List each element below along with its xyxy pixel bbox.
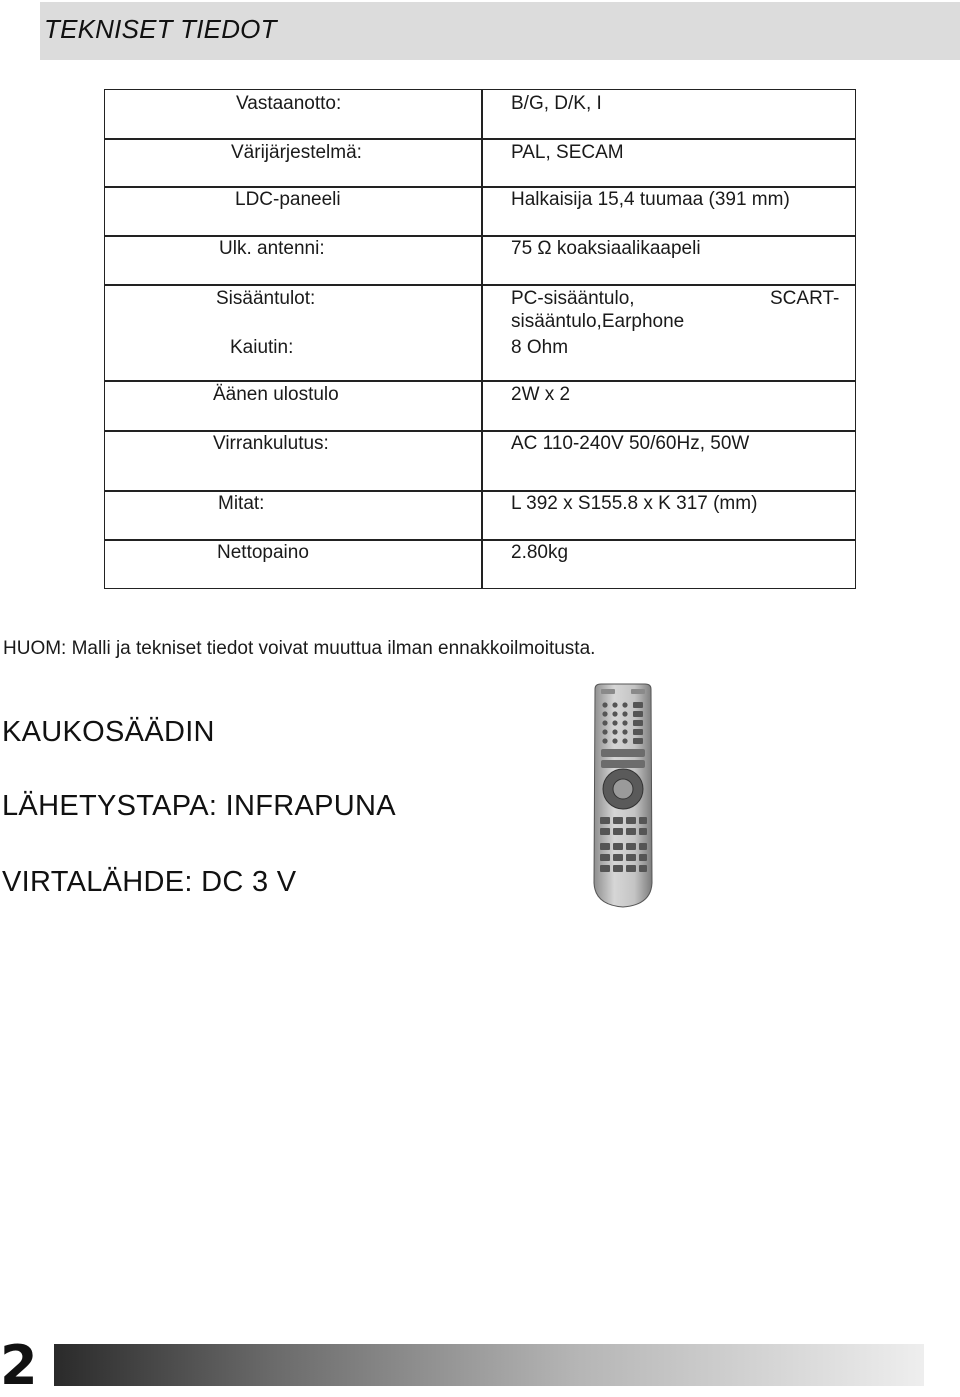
spec-value: L 392 x S155.8 x K 317 (mm) xyxy=(511,493,758,514)
footer-gradient-bar xyxy=(54,1344,924,1386)
remote-heading: KAUKOSÄÄDIN xyxy=(2,716,215,748)
spec-value: 75 Ω koaksiaalikaapeli xyxy=(511,238,701,259)
page-title: TEKNISET TIEDOT xyxy=(44,14,277,44)
column-divider xyxy=(481,90,483,588)
spec-label: Ulk. antenni: xyxy=(219,238,325,259)
row-divider xyxy=(105,380,855,382)
spec-label: Virrankulutus: xyxy=(213,433,329,454)
power-source: VIRTALÄHDE: DC 3 V xyxy=(2,866,297,898)
disclaimer-note: HUOM: Malli ja tekniset tiedot voivat muuttua ilman ennakkoilmoitusta. xyxy=(3,638,596,659)
spec-value: 8 Ohm xyxy=(511,337,569,358)
page-number: 2 xyxy=(0,1334,38,1397)
spec-label: Mitat: xyxy=(218,493,265,514)
spec-value: PC-sisääntulo, xyxy=(511,288,635,309)
spec-value: SCART- xyxy=(770,288,840,309)
spec-table xyxy=(104,89,856,589)
spec-label: Värijärjestelmä: xyxy=(231,142,362,163)
row-divider xyxy=(105,138,855,140)
spec-value: AC 110-240V 50/60Hz, 50W xyxy=(511,433,750,454)
spec-label: Nettopaino xyxy=(217,542,309,563)
spec-label: Äänen ulostulo xyxy=(213,384,339,405)
spec-label: Kaiutin: xyxy=(230,337,294,358)
spec-label: Sisääntulot: xyxy=(216,288,316,309)
remote-control-image xyxy=(591,683,655,909)
spec-value: PAL, SECAM xyxy=(511,142,624,163)
spec-value: B/G, D/K, I xyxy=(511,93,602,114)
spec-value: sisääntulo,Earphone xyxy=(511,311,685,332)
spec-value: Halkaisija 15,4 tuumaa (391 mm) xyxy=(511,189,790,210)
spec-value: 2.80kg xyxy=(511,542,569,563)
transmission-method: LÄHETYSTAPA: INFRAPUNA xyxy=(2,790,396,822)
spec-value: 2W x 2 xyxy=(511,384,571,405)
spec-label: Vastaanotto: xyxy=(236,93,342,114)
spec-label: LDC-paneeli xyxy=(235,189,341,210)
row-divider xyxy=(105,284,855,286)
